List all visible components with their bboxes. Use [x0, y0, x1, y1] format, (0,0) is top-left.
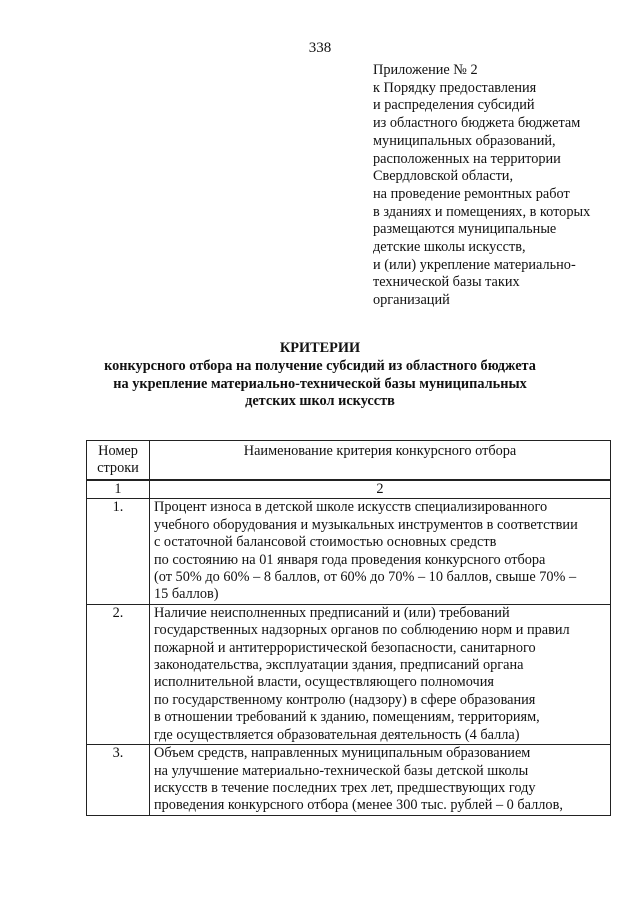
row-number: 2. — [87, 604, 150, 744]
heading-subtitle-line: конкурсного отбора на получение субсидий из областного бюджета — [104, 357, 536, 374]
table-row — [87, 745, 611, 816]
row-text — [150, 499, 611, 604]
appendix-line: муниципальных образований, — [373, 132, 556, 149]
row-text-line: Процент износа в детской школе искусств специализированного — [154, 499, 548, 516]
index-cell-1: 1 — [87, 481, 150, 499]
index-row — [87, 481, 611, 499]
index-cell-2: 2 — [150, 481, 611, 499]
document-heading — [0, 340, 640, 411]
appendix-line: Свердловской области, — [373, 168, 514, 185]
table-row — [87, 499, 611, 604]
row-number: 1. — [87, 499, 150, 604]
row-text-line: где осуществляется образовательная деятельность (4 балла) — [154, 726, 520, 743]
appendix-line: расположенных на территории — [373, 150, 561, 167]
criteria-header-table — [86, 440, 611, 480]
row-text-line: по государственному контролю (надзору) в сфере образования — [154, 691, 536, 708]
row-text-line: пожарной и антитеррористической безопасности, санитарного — [154, 639, 536, 656]
appendix-line: и (или) укрепление материально- — [373, 256, 576, 273]
header-row — [87, 441, 611, 480]
row-text-line: Наличие неисполненных предписаний и (или) требований — [154, 604, 510, 621]
appendix-line: из областного бюджета бюджетам — [373, 115, 581, 132]
row-text-line: по состоянию на 01 января года проведения конкурсного отбора — [154, 551, 546, 568]
appendix-block — [373, 62, 633, 310]
row-text — [150, 745, 611, 816]
row-number: 3. — [87, 745, 150, 816]
row-text-line: исполнительной власти, осуществляющего полномочия — [154, 674, 494, 691]
appendix-line: организаций — [373, 292, 450, 309]
row-text — [150, 604, 611, 744]
table-row — [87, 604, 611, 744]
row-text-line: искусств в течение последних трех лет, предшествующих году — [154, 779, 536, 796]
appendix-line: технической базы таких — [373, 274, 520, 291]
row-text-line: государственных надзорных органов по соблюдению норм и правил — [154, 622, 570, 639]
appendix-line: детские школы искусств, — [373, 239, 526, 256]
header-number-line: строки — [97, 460, 139, 477]
row-text-line: законодательства, эксплуатации здания, предписаний органа — [154, 657, 524, 674]
appendix-line: на проведение ремонтных работ — [373, 185, 570, 202]
criteria-table — [86, 480, 611, 816]
row-text-line: в отношении требований к зданию, помещениям, территориям, — [154, 709, 540, 726]
page-number: 338 — [308, 40, 332, 56]
row-text-line: с остаточной балансовой стоимостью основных средств — [154, 534, 497, 551]
row-text-line: проведения конкурсного отбора (менее 300 тыс. рублей – 0 баллов, — [154, 797, 563, 814]
row-text-line: Объем средств, направленных муниципальным образованием — [154, 745, 531, 762]
header-number-line: Номер — [98, 443, 138, 459]
appendix-line: Приложение № 2 — [373, 62, 478, 78]
row-text-line: учебного оборудования и музыкальных инструментов в соответствии — [154, 516, 578, 533]
heading-subtitle-line: детских школ искусств — [245, 393, 395, 410]
row-text-line: (от 50% до 60% – 8 баллов, от 60% до 70% – 10 баллов, свыше 70% – — [154, 569, 577, 586]
header-name: Наименование критерия конкурсного отбора — [150, 441, 611, 480]
row-text-line: 15 баллов) — [154, 586, 219, 603]
appendix-line: в зданиях и помещениях, в которых — [373, 203, 591, 220]
appendix-line: размещаются муниципальные — [373, 221, 557, 238]
heading-title: КРИТЕРИИ — [279, 340, 361, 356]
appendix-line: и распределения субсидий — [373, 97, 535, 114]
header-number — [87, 441, 150, 480]
heading-subtitle-line: на укрепление материально-технической базы муниципальных — [113, 375, 527, 392]
row-text-line: на улучшение материально-технической базы детской школы — [154, 762, 529, 779]
appendix-line: к Порядку предоставления — [373, 79, 537, 96]
